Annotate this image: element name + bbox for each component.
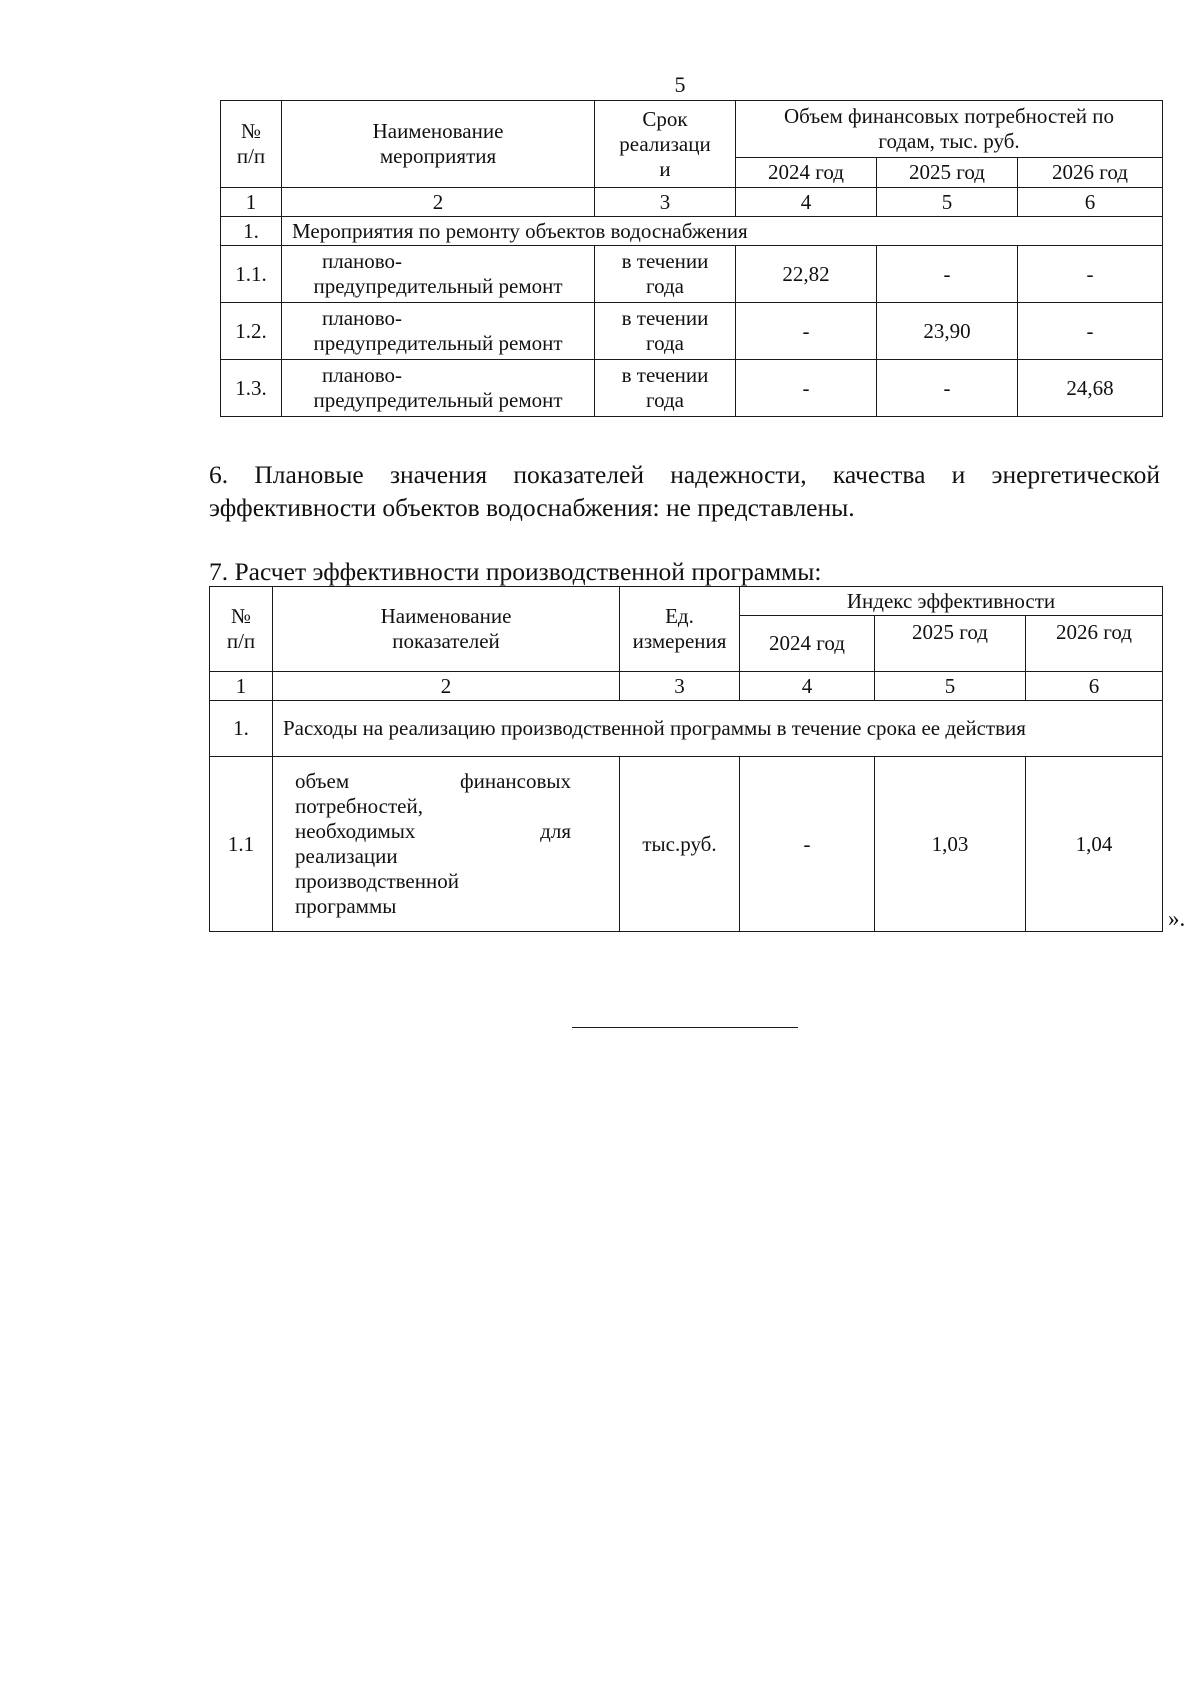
row-value-2025: - xyxy=(877,360,1018,417)
table-header-row xyxy=(221,101,1163,158)
row-num: 1.2. xyxy=(221,303,282,360)
header-year-2025: 2025 год xyxy=(877,158,1018,188)
section-6-paragraph xyxy=(209,458,1160,524)
header-num: № п/п xyxy=(221,101,282,188)
row-term: в течении года xyxy=(595,246,736,303)
row-name: планово- предупредительный ремонт xyxy=(282,246,595,303)
row-num: 1.3. xyxy=(221,360,282,417)
table-header-row xyxy=(210,587,1163,616)
row-term: в течении года xyxy=(595,360,736,417)
index-cell: 5 xyxy=(875,672,1026,701)
table-row xyxy=(221,303,1163,360)
header-name: Наименование мероприятия xyxy=(282,101,595,188)
index-cell: 1 xyxy=(221,188,282,217)
header-year-2026: 2026 год xyxy=(1026,616,1163,672)
row-value-2024: - xyxy=(736,360,877,417)
header-year-2024: 2024 год xyxy=(736,158,877,188)
row-value-2026: - xyxy=(1018,246,1163,303)
header-finance: Объем финансовых потребностей по годам, тыс. руб. xyxy=(736,101,1163,158)
header-index-title: Индекс эффективности xyxy=(740,587,1163,616)
row-name: объем финансовых потребностей, необходимых для реализации производственной программы xyxy=(273,757,620,932)
row-value-2026: 1,04 xyxy=(1026,757,1163,932)
row-value-2024: 22,82 xyxy=(736,246,877,303)
header-year-2024: 2024 год xyxy=(740,616,875,672)
section-6-line-2: эффективности объектов водоснабжения: не представлены. xyxy=(209,493,855,522)
section-title: Мероприятия по ремонту объектов водоснабжения xyxy=(282,217,1163,246)
index-cell: 6 xyxy=(1026,672,1163,701)
row-value-2025: 1,03 xyxy=(875,757,1026,932)
index-cell: 5 xyxy=(877,188,1018,217)
row-term: в течении года xyxy=(595,303,736,360)
table-row xyxy=(221,246,1163,303)
index-cell: 2 xyxy=(282,188,595,217)
end-rule xyxy=(572,1027,798,1028)
closing-quote-mark: ». xyxy=(1168,906,1186,931)
section-6-line-1: 6. Плановые значения показателей надежности, качества и энергетической xyxy=(209,460,1160,489)
page-number: 5 xyxy=(674,72,686,97)
row-num: 1.1 xyxy=(210,757,273,932)
header-year-2026: 2026 год xyxy=(1018,158,1163,188)
index-cell: 4 xyxy=(736,188,877,217)
index-cell: 3 xyxy=(620,672,740,701)
table-section-row xyxy=(221,217,1163,246)
row-value-2024: - xyxy=(740,757,875,932)
index-cell: 3 xyxy=(595,188,736,217)
section-num: 1. xyxy=(221,217,282,246)
table-index-row xyxy=(210,672,1163,701)
index-cell: 4 xyxy=(740,672,875,701)
index-cell: 2 xyxy=(273,672,620,701)
header-name: Наименование показателей xyxy=(273,587,620,672)
header-term: Срок реализаци и xyxy=(595,101,736,188)
table-index-row xyxy=(221,188,1163,217)
header-unit: Ед. измерения xyxy=(620,587,740,672)
row-num: 1.1. xyxy=(221,246,282,303)
section-num: 1. xyxy=(210,701,273,757)
section-7-heading: 7. Расчет эффективности производственной программы: xyxy=(209,557,822,586)
index-cell: 6 xyxy=(1018,188,1163,217)
row-value-2026: 24,68 xyxy=(1018,360,1163,417)
row-value-2025: - xyxy=(877,246,1018,303)
table-section-row xyxy=(210,701,1163,757)
efficiency-table xyxy=(209,586,1163,932)
section-title: Расходы на реализацию производственной программы в течение срока ее действия xyxy=(273,701,1163,757)
header-year-2025: 2025 год xyxy=(875,616,1026,672)
row-value-2025: 23,90 xyxy=(877,303,1018,360)
row-unit: тыс.руб. xyxy=(620,757,740,932)
index-cell: 1 xyxy=(210,672,273,701)
table-row xyxy=(221,360,1163,417)
header-num: № п/п xyxy=(210,587,273,672)
row-name: планово- предупредительный ремонт xyxy=(282,303,595,360)
row-name: планово- предупредительный ремонт xyxy=(282,360,595,417)
table-row xyxy=(210,757,1163,932)
finance-needs-table xyxy=(220,100,1163,417)
row-value-2024: - xyxy=(736,303,877,360)
row-value-2026: - xyxy=(1018,303,1163,360)
